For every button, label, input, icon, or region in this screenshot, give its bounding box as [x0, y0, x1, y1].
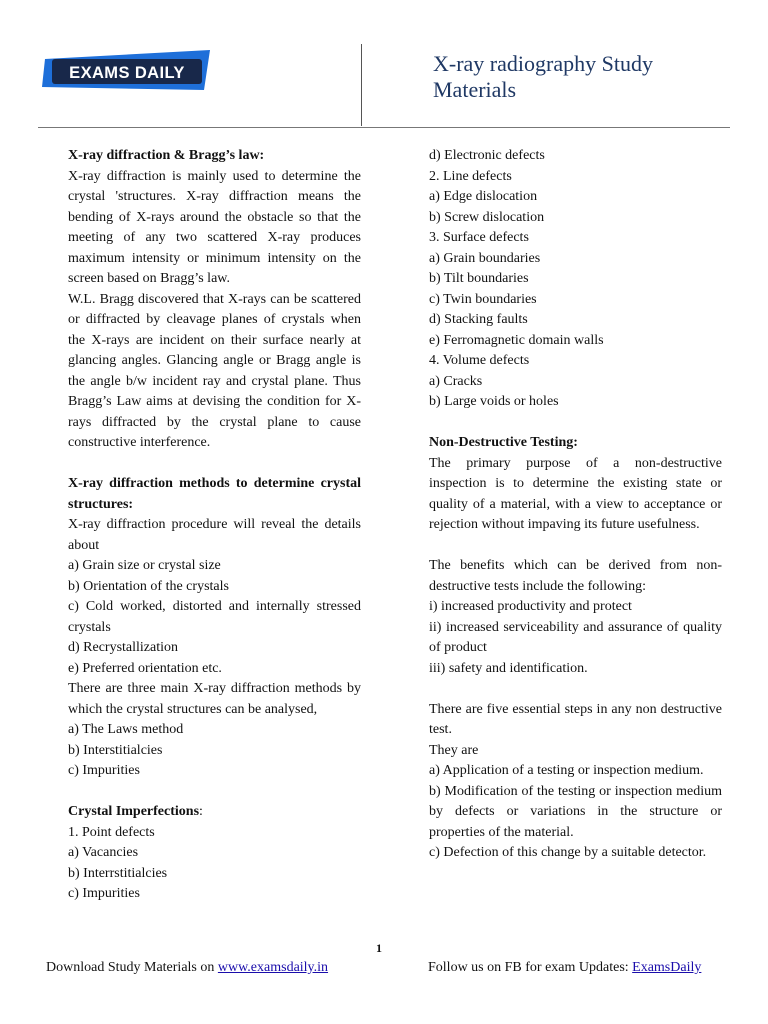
- footer-follow: [428, 960, 701, 976]
- footer-website-link[interactable]: www.examsdaily.in: [217, 960, 329, 975]
- footer-download: [46, 960, 328, 976]
- list-item: 3. Surface defects: [429, 230, 529, 245]
- paragraph-gap: [429, 536, 722, 557]
- page-title: X-ray radiography Study Materials: [433, 51, 653, 102]
- section-heading: [68, 802, 361, 823]
- paragraph: W.L. Bragg discovered that X-rays can be scattered or diffracted by cleavage planes of crystals when the X-rays are incident on their surface nearly at glancing angles. Glancing angle or Bragg angle is the angle b/w incident ray and crystal plane. Thus Bragg’s Law aims at devising the condition for X-rays diffracted by the crystal plane to cause constructive interference.: [68, 291, 361, 450]
- list-item: e) Ferromagnetic domain walls: [429, 332, 604, 348]
- paragraph: There are five essential steps in any non destructive test.: [429, 701, 722, 737]
- paragraph: c) Defection of this change by a suitable detector.: [429, 845, 707, 860]
- header-divider: [361, 44, 362, 126]
- paragraph-gap: [68, 454, 361, 475]
- list-item: b) Orientation of the crystals: [68, 578, 229, 594]
- list-item: b) Tilt boundaries: [429, 271, 529, 286]
- list-item: 4. Volume defects: [429, 353, 530, 368]
- left-column: [68, 146, 361, 905]
- paragraph: The primary purpose of a non-destructive inspection is to determine the existing state or quality of a material, with a view to acceptance or rejection without impaving its future usefulness.: [429, 455, 722, 532]
- list-item: 2. Line defects: [429, 168, 512, 184]
- list-item: They are: [429, 742, 479, 758]
- list-item: b) Interstitialcies: [68, 742, 163, 758]
- list-item: d) Stacking faults: [429, 312, 528, 327]
- list-item: d) Recrystallization: [68, 640, 179, 655]
- list-item: a) Cracks: [429, 373, 483, 389]
- list-item: b) Interrstitialcies: [68, 865, 168, 881]
- paragraph: X-ray diffraction procedure will reveal the details about: [68, 517, 361, 553]
- footer-facebook-link[interactable]: ExamsDaily: [632, 960, 702, 975]
- section-heading: X-ray diffraction & Bragg’s law:: [68, 148, 265, 163]
- paragraph: a) Application of a testing or inspection medium.: [429, 763, 704, 778]
- header-rule: [38, 127, 730, 128]
- list-item: a) Grain size or crystal size: [68, 558, 221, 573]
- list-item: c) Impurities: [68, 763, 140, 778]
- list-item: a) Edge dislocation: [429, 189, 538, 204]
- list-item: 1. Point defects: [68, 824, 155, 840]
- list-item: c) Impurities: [68, 886, 140, 901]
- footer-download-text: Download Study Materials on: [46, 960, 218, 975]
- list-item: c) Twin boundaries: [429, 291, 537, 307]
- section-heading-text: Crystal Imperfections: [68, 804, 200, 819]
- section-heading-colon: :: [199, 804, 203, 819]
- list-item: a) Vacancies: [68, 845, 139, 860]
- paragraph: The benefits which can be derived from non-destructive tests include the following:: [429, 558, 722, 594]
- list-item: iii) safety and identification.: [429, 660, 588, 676]
- paragraph: ii) increased serviceability and assurance of quality of product: [429, 619, 722, 655]
- examsdaily-logo: [42, 50, 214, 92]
- section-heading: Non-Destructive Testing:: [429, 435, 578, 450]
- list-item: i) increased productivity and protect: [429, 599, 632, 614]
- list-item: a) The Laws method: [68, 722, 184, 737]
- list-item: b) Large voids or holes: [429, 394, 559, 409]
- paragraph: X-ray diffraction is mainly used to determine the crystal 'structures. X-ray diffraction means the bending of X-rays around the obstacle so that the meeting of any two scattered X-ray produces maximum intensity or minimum intensity on the screen based on Bragg’s law.: [68, 168, 361, 286]
- paragraph-gap: [68, 782, 361, 803]
- footer-follow-text: Follow us on FB for exam Updates:: [428, 960, 633, 975]
- paragraph: b) Modification of the testing or inspection medium by defects or variations in the structure or properties of the material.: [429, 783, 722, 840]
- section-heading: X-ray diffraction methods to determine crystal structures:: [68, 476, 361, 512]
- logo-text: EXAMS DAILY: [69, 64, 185, 82]
- list-item: e) Preferred orientation etc.: [68, 660, 222, 676]
- list-item: d) Electronic defects: [429, 148, 545, 163]
- list-item: b) Screw dislocation: [429, 209, 545, 225]
- paragraph: c) Cold worked, distorted and internally stressed crystals: [68, 599, 361, 635]
- list-item: a) Grain boundaries: [429, 250, 541, 266]
- page-number: 1: [376, 941, 382, 955]
- paragraph-gap: [429, 679, 722, 700]
- paragraph-gap: [429, 413, 722, 434]
- paragraph: There are three main X-ray diffraction methods by which the crystal structures can be analysed,: [68, 681, 361, 717]
- right-column: [429, 146, 722, 864]
